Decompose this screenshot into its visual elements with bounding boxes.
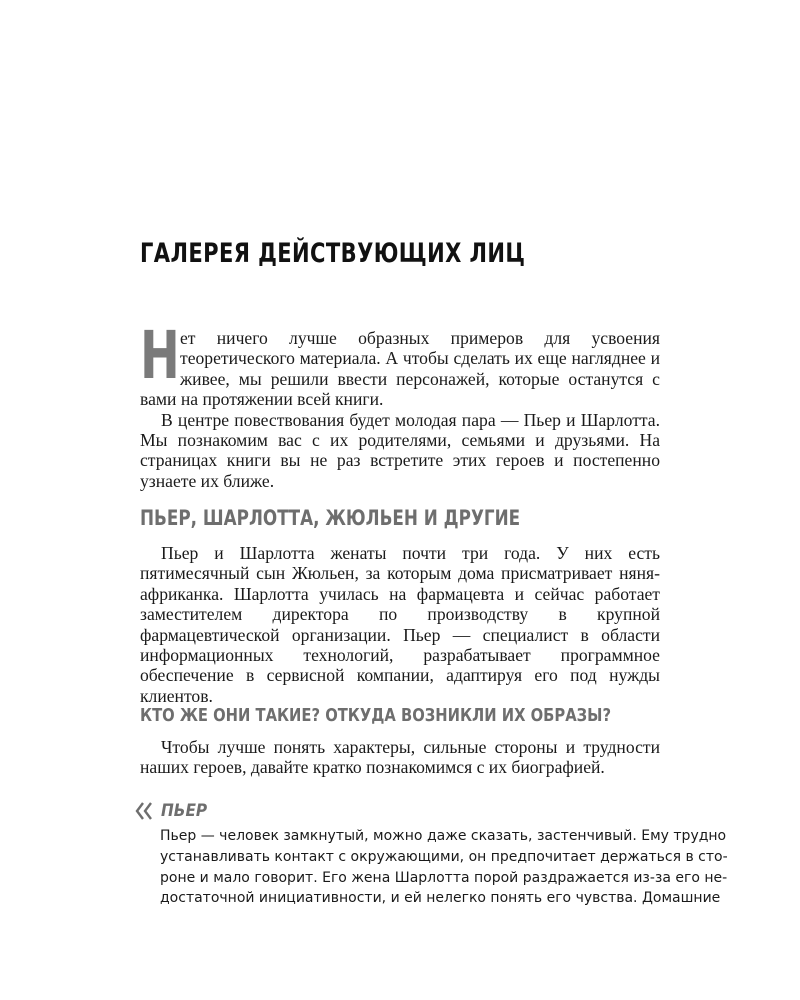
intro-paragraph-2: В центре повествования будет молодая пара — Пьер и Шарлотта. Мы познакомим вас с их родителями, семьями и друзьями. На страницах книги вы не раз встретите этих героев и постепенно узнаете их ближе.: [140, 409, 660, 491]
section-heading: ПЬЕР, ШАРЛОТТА, ЖЮЛЬЕН И ДРУГИЕ: [140, 506, 521, 530]
double-chevron-left-icon: [133, 800, 155, 822]
profile-line: Пьер — человек замкнутый, можно даже сказать, застенчивый. Ему трудно: [160, 828, 727, 844]
drop-cap: Н: [140, 317, 180, 394]
subsection-heading: КТО ЖЕ ОНИ ТАКИЕ? ОТКУДА ВОЗНИКЛИ ИХ ОБРАЗЫ?: [140, 705, 612, 726]
section-text: [140, 543, 660, 706]
subsection-text: [140, 737, 660, 778]
profile-header: [133, 798, 212, 824]
profile-line: достаточной инициативности, и ей нелегко понять его чувства. Домашние: [160, 890, 721, 907]
profile-name: ПЬЕР: [161, 801, 208, 821]
chapter-title: ГАЛЕРЕЯ ДЕЙСТВУЮЩИХ ЛИЦ: [140, 238, 526, 269]
subsection-paragraph: Чтобы лучше понять характеры, сильные стороны и трудности наших героев, давайте кратко познакомимся с их биографией.: [140, 737, 660, 778]
intro-paragraph-1: ет ничего лучше образных примеров для усвоения теоретического материала. А чтобы сделать их еще нагляднее и живее, мы решили ввести персонажей, которые останутся с вами на протяжении всей книги.: [140, 328, 660, 410]
intro-text: [140, 317, 660, 491]
profile-line: устанавливать контакт с окружающими, он предпочитает держаться в сто-: [160, 848, 728, 865]
profile-text: [160, 826, 728, 909]
profile-line: роне и мало говорит. Его жена Шарлотта порой раздражается из-за его не-: [160, 869, 728, 886]
section-paragraph: Пьер и Шарлотта женаты почти три года. У них есть пятимесячный сын Жюльен, за которым дома присматривает няня-африканка. Шарлотта училась на фармацевта и сейчас работает заместителем директора по производству в крупной фармацевтической организации. Пьер — специалист в области информационных технологий, разрабатывает программное обеспечение в сервисной компании, адаптируя его под нужды клиентов.: [140, 543, 660, 706]
